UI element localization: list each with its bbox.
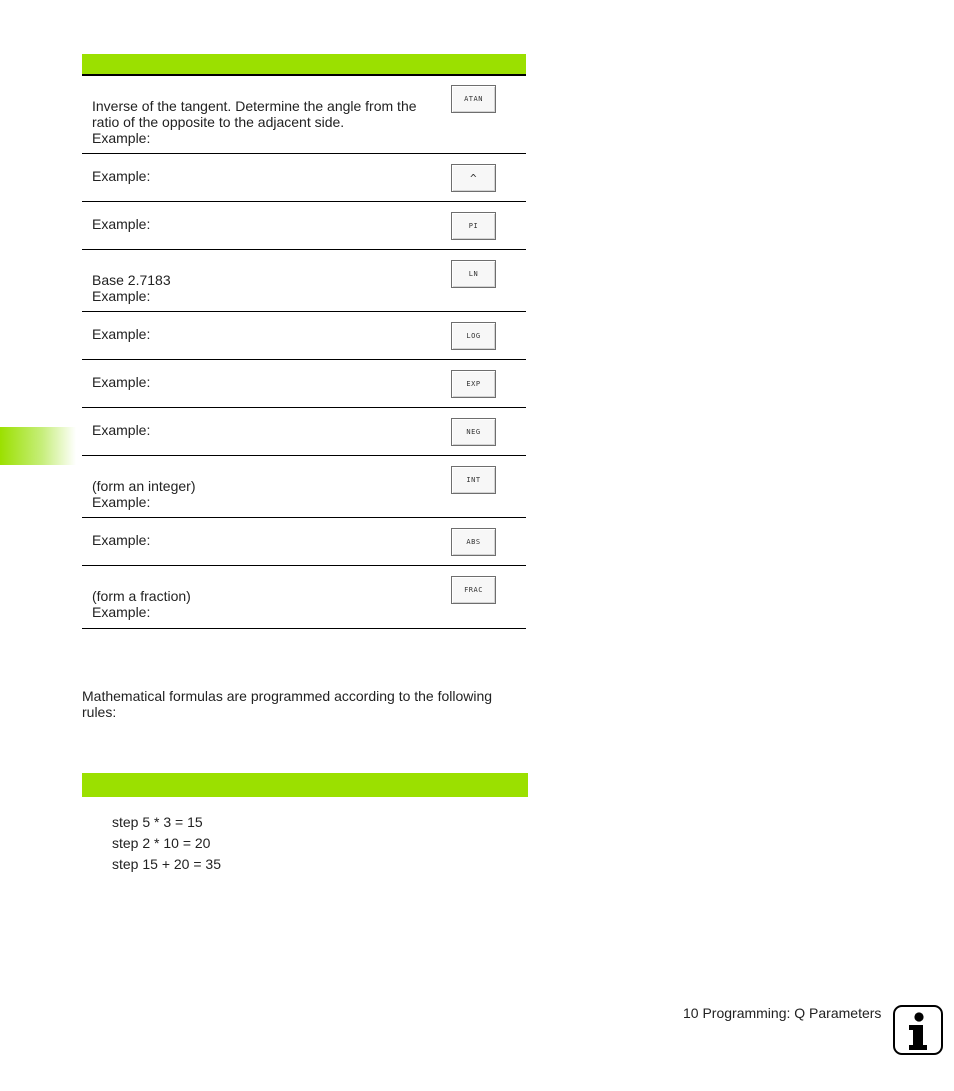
description-line: Example: [92,326,151,342]
step-line: step 2 * 10 = 20 [112,835,211,851]
row-description [92,98,437,146]
description-line: Example: [92,494,151,510]
row-description [92,478,437,510]
functions-table [82,76,526,629]
calculation-steps [112,814,221,877]
int-softkey[interactable]: INT [451,466,496,494]
ln-softkey[interactable]: LN [451,260,496,288]
row-description [92,374,437,390]
description-line: Example: [92,168,151,184]
description-line: Example: [92,374,151,390]
table-row [82,76,526,154]
table-row [82,202,526,250]
table-row [82,408,526,456]
description-line: Inverse of the tangent. Determine the angle from the [92,98,417,114]
description-line: Example: [92,532,151,548]
table-row [82,154,526,202]
intro-line: Mathematical formulas are programmed according to the following [82,688,493,704]
row-description [92,532,437,548]
info-icon [893,1005,943,1055]
description-line: Base 2.7183 [92,272,171,288]
pi-softkey[interactable]: PI [451,212,496,240]
frac-softkey[interactable]: FRAC [451,576,496,604]
table-row [82,250,526,312]
table-row [82,360,526,408]
row-description [92,216,437,232]
log-softkey[interactable]: LOG [451,322,496,350]
table-row [82,456,526,518]
description-line: Example: [92,130,151,146]
power-softkey[interactable]: ^ [451,164,496,192]
row-description [92,168,437,184]
description-line: Example: [92,288,151,304]
table-row [82,312,526,360]
row-description [92,588,437,620]
row-description [92,272,437,304]
step-line: step 5 * 3 = 15 [112,814,203,830]
row-description [92,422,437,438]
abs-softkey[interactable]: ABS [451,528,496,556]
description-line: Example: [92,422,151,438]
description-line: (form a fraction) [92,588,191,604]
step-line: step 15 + 20 = 35 [112,856,221,872]
table-header-bar [82,54,526,76]
description-line: (form an integer) [92,478,196,494]
intro-line: rules: [82,704,117,720]
example-header-bar [82,773,528,797]
intro-paragraph [82,688,522,720]
table-row [82,566,526,629]
description-line: ratio of the opposite to the adjacent side. [92,114,345,130]
table-row [82,518,526,566]
description-line: Example: [92,604,151,620]
neg-softkey[interactable]: NEG [451,418,496,446]
description-line: Example: [92,216,151,232]
info-glyph [895,1007,941,1053]
chapter-tab [0,427,76,465]
chapter-footer: 10 Programming: Q Parameters [683,1005,882,1021]
row-description [92,326,437,342]
atan-softkey[interactable]: ATAN [451,85,496,113]
exp-softkey[interactable]: EXP [451,370,496,398]
